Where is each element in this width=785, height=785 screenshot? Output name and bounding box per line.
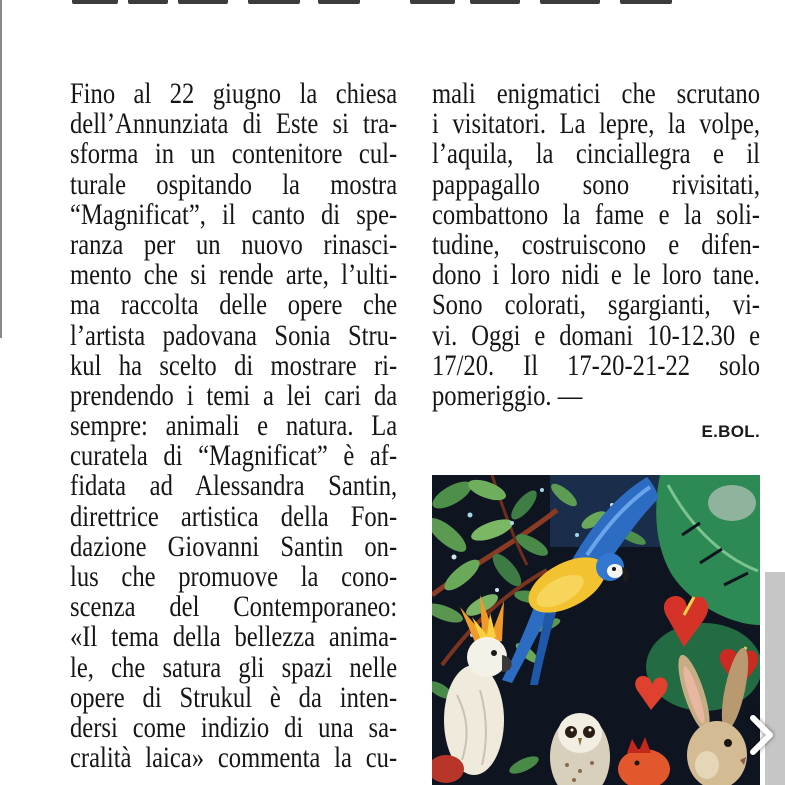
text-line: l’artista padovana Sonia Stru- — [70, 318, 398, 352]
text-line: turale ospitando la mostra — [70, 167, 398, 201]
text-line: pomeriggio. — — [432, 378, 583, 412]
artwork-photo — [432, 475, 760, 785]
text-line: le, che satura gli spazi nelle — [70, 650, 398, 684]
text-line: «Il tema della bellezza anima- — [70, 620, 398, 654]
text-line: lus che promuove la cono- — [70, 560, 398, 593]
text-line: dersi come indizio di una sa- — [70, 710, 398, 744]
text-line: l’aquila, la cinciallegra e il — [432, 137, 760, 171]
text-line: curatela di “Magnificat” è af- — [70, 439, 398, 473]
text-line: mali enigmatici che scrutano — [432, 77, 760, 110]
author-byline: E.BOL. — [701, 422, 760, 441]
text-line: combattono la fame e la soli- — [432, 197, 760, 231]
text-line: fidata ad Alessandra Santin, — [70, 469, 398, 503]
text-line: sforma in un contenitore cul- — [70, 137, 398, 171]
text-line: 17/20. Il 17-20-21-22 solo — [432, 348, 760, 382]
cut-off-text-fragment — [0, 0, 785, 5]
text-line: vi. Oggi e domani 10-12.30 e — [432, 318, 760, 352]
text-line: dono i loro nidi e le loro tane. — [432, 258, 760, 292]
text-line: tudine, costruiscono e difen- — [432, 227, 760, 261]
text-line: Sono colorati, sgargianti, vi- — [432, 288, 760, 322]
text-line: cralità laica» commenta la cu- — [70, 741, 398, 775]
text-line: i visitatori. La lepre, la volpe, — [432, 107, 760, 141]
text-line: direttrice artistica della Fon- — [70, 499, 398, 533]
text-line: opere di Strukul è da inten- — [70, 680, 398, 714]
article-right-column — [432, 79, 760, 411]
chevron-right-icon — [745, 712, 777, 758]
text-line: ranza per un nuovo rinasci- — [70, 227, 398, 261]
text-line: dell’Annunziata di Este si tra- — [70, 107, 398, 141]
text-line: pappagallo sono rivisitati, — [432, 167, 760, 201]
text-line: scenza del Contemporaneo: — [70, 590, 398, 624]
text-line: dazione Giovanni Santin on- — [70, 529, 398, 563]
text-line: Fino al 22 giugno la chiesa — [70, 77, 398, 110]
text-line: sempre: animali e natura. La — [70, 409, 398, 443]
page-edge-line — [0, 0, 2, 338]
article-left-column — [70, 79, 397, 773]
text-line: kul ha scelto di mostrare ri- — [70, 348, 398, 382]
text-line: “Magnificat”, il canto di spe- — [70, 197, 398, 231]
next-page-button[interactable] — [765, 572, 785, 785]
text-line: prendendo i temi a lei cari da — [70, 378, 398, 412]
text-line: mento che si rende arte, l’ulti- — [70, 258, 398, 292]
text-line: ma raccolta delle opere che — [70, 288, 398, 322]
